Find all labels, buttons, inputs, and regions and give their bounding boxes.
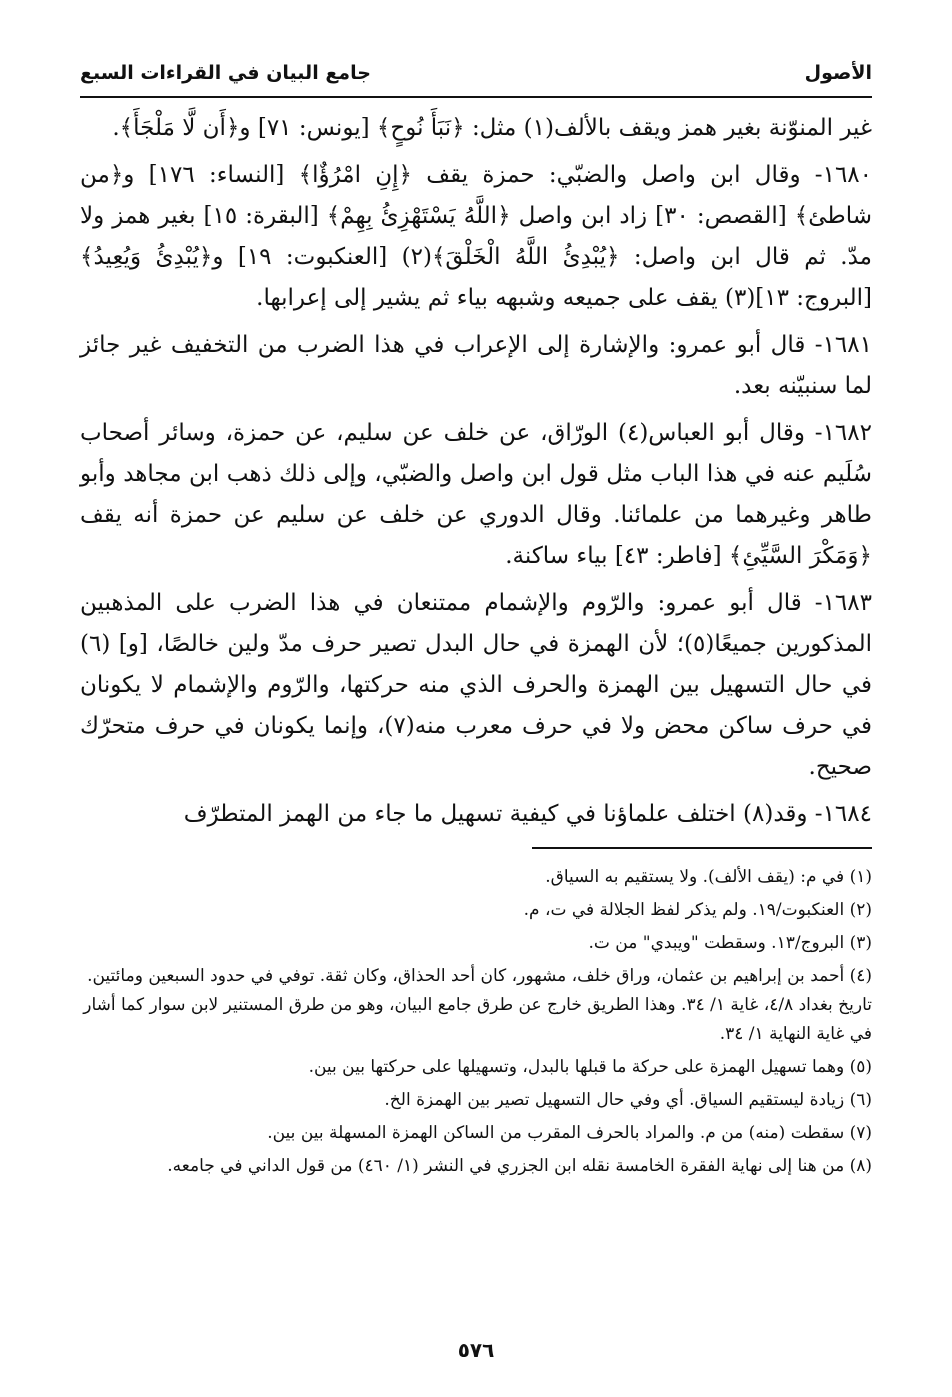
footnote: (٢) العنكبوت/١٩. ولم يذكر لفظ الجلالة في ت، م. [523,900,872,920]
book-page [80,60,872,1185]
running-header [80,60,872,98]
footnote: (٦) زيادة ليستقيم السياق. أي وفي حال التسهيل تصير بين الهمزة الخ. [384,1090,872,1110]
paragraph: ١٦٨٤- وقد(٨) اختلف علماؤنا في كيفية تسهيل ما جاء من الهمز المتطرّف [183,801,872,827]
paragraph: ١٦٨١- قال أبو عمرو: والإشارة إلى الإعراب في هذا الضرب من التخفيف غير جائز لما سنبيّنه بعد. [80,332,872,399]
footnotes [80,863,872,1181]
paragraph: ١٦٨٢- وقال أبو العباس(٤) الورّاق، عن خلف عن سليم، عن حمزة، وسائر أصحاب سُلَيم عنه في هذا الباب مثل قول ابن واصل والضبّي، وإلى ذلك ذهب ابن مجاهد وأبو طاهر وغيرهما من علمائنا. وقال الدوري عن خلف عن سليم عن حمزة أنه يقف ﴿وَمَكْرَ السَّيِّئِ﴾ [فاطر: ٤٣] بياء ساكنة. [80,420,872,569]
header-section-title: الأصول [804,62,872,84]
footnote: (٨) من هنا إلى نهاية الفقرة الخامسة نقله ابن الجزري في النشر (١/ ٤٦٠) من قول الداني في جامعه. [167,1156,872,1176]
footnote: (٧) سقطت (منه) من م. والمراد بالحرف المقرب من الساكن الهمزة المسهلة بين بين. [267,1123,872,1143]
footnote: (٤) أحمد بن إبراهيم بن عثمان، وراق خلف، مشهور، كان أحد الحذاق، وكان ثقة. توفي في حدود السبعين ومائتين. تاريخ بغداد ٤/٨، غاية ١/ ٣٤. وهذا الطريق خارج عن طرق جامع البيان، وهو من طرق المستنير لابن سوار كما أشار في غاية النهاية ١/ ٣٤. [83,966,872,1044]
footnote: (١) في م: (يقف الألف). ولا يستقيم به السياق. [545,867,872,887]
header-book-title: جامع البيان في القراءات السبع [80,62,371,84]
paragraph: ١٦٨٠- وقال ابن واصل والضبّي: حمزة يقف ﴿إِنِ امْرُؤٌا﴾ [النساء: ١٧٦] و﴿من شاطئ﴾ [القصص: ٣٠] زاد ابن واصل ﴿اللَّهُ يَسْتَهْزِئُ بِهِمْ﴾ [البقرة: ١٥] بغير همز ولا مدّ. ثم قال ابن واصل: ﴿يُبْدِئُ اللَّهُ الْخَلْقَ﴾(٢) [العنكبوت: ١٩] و﴿يُبْدِئُ وَيُعِيدُ﴾ [البروج: ١٣](٣) يقف على جميعه وشبهه بياء ثم يشير إلى إعرابها. [80,162,873,311]
paragraph: غير المنوّنة بغير همز ويقف بالألف(١) مثل: ﴿نَبَأَ نُوحٍ﴾ [يونس: ٧١] و﴿أَن لَّا مَلْجَأَ﴾. [112,115,872,141]
main-text [80,108,872,835]
footnote: (٥) وهما تسهيل الهمزة على حركة ما قبلها بالبدل، وتسهيلها على حركتها بين بين. [308,1057,872,1077]
paragraph: ١٦٨٣- قال أبو عمرو: والرّوم والإشمام ممتنعان في هذا الضرب على المذهبين المذكورين جميعًا(٥)؛ لأن الهمزة في حال البدل تصير حرف مدّ ولين خالصًا، [و] (٦) في حال التسهيل بين الهمزة والحرف الذي منه حركتها، والرّوم والإشمام لا يكونان في حرف ساكن محض ولا في حرف معرب منه(٧)، وإنما يكونان في حرف متحرّك صحيح. [80,590,873,780]
footnote-separator [532,847,872,849]
page-number: ٥٧٦ [457,1338,495,1362]
footnote: (٣) البروج/١٣. وسقطت "ويبدي" من ت. [588,933,872,953]
